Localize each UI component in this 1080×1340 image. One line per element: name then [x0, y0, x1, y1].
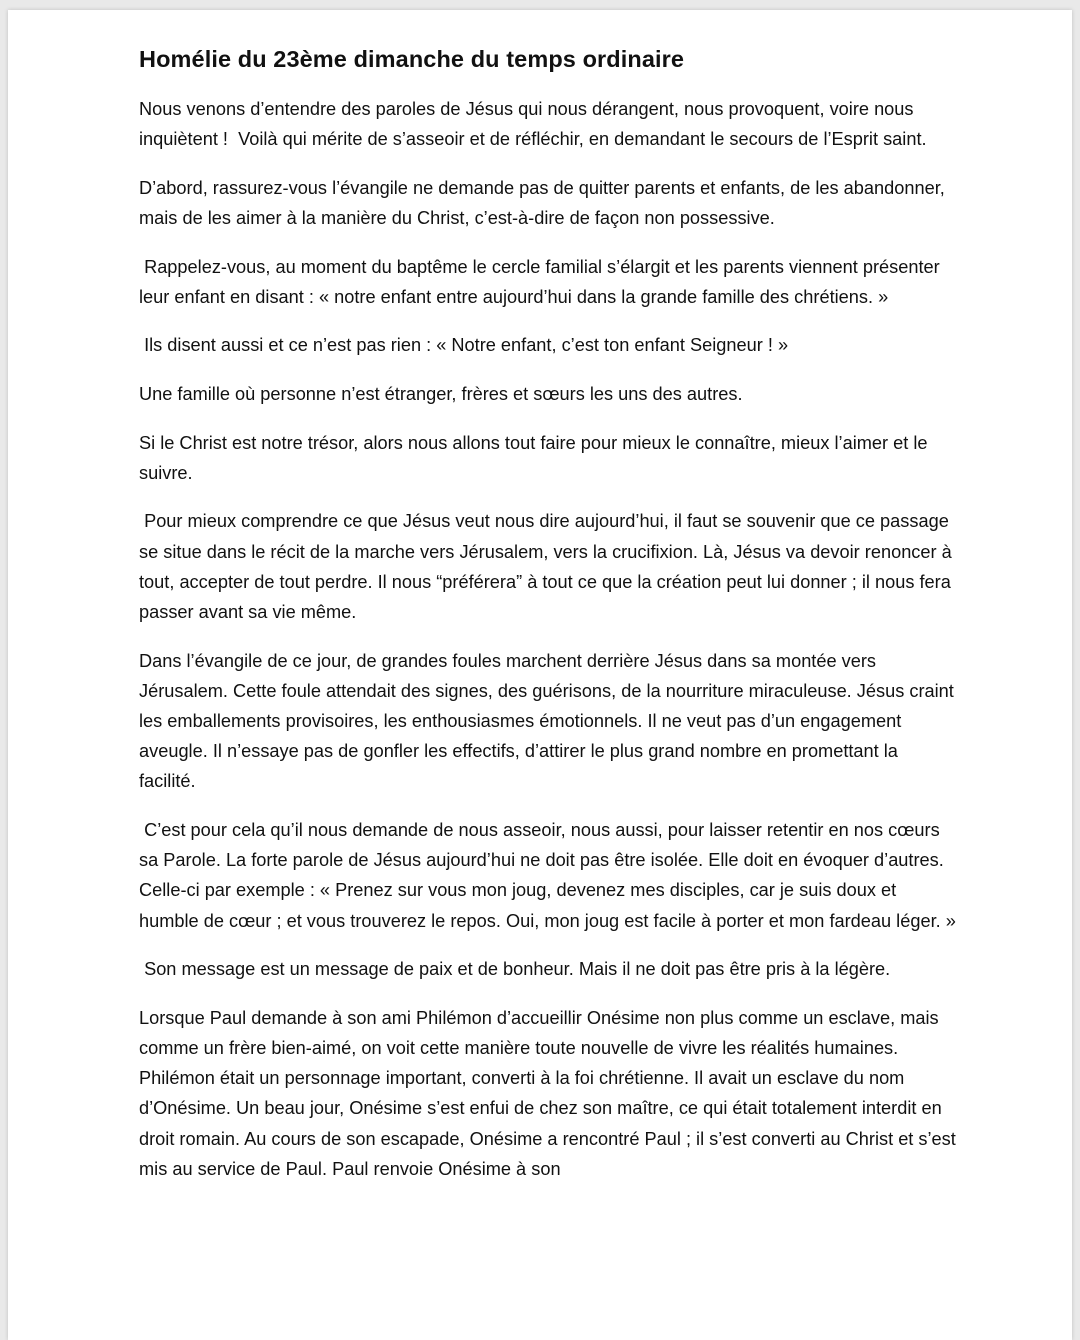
paragraph: Une famille où personne n’est étranger, frères et sœurs les uns des autres. — [139, 383, 743, 404]
paragraph: C’est pour cela qu’il nous demande de nous asseoir, nous aussi, pour laisser retentir en nos cœurs sa Parole. La forte parole de Jésus aujourd’hui ne doit pas être isolée. Elle doit en évoquer d’autres. Celle-ci par exemple : « Prenez sur vous mon joug, devenez mes disciples, car je suis doux et humble de cœur ; et vous trouverez le repos. Oui, mon joug est facile à porter et mon fardeau léger. » — [139, 819, 956, 931]
paragraph: Nous venons d’entendre des paroles de Jésus qui nous dérangent, nous provoquent, voire nous inquiètent ! Voilà qui mérite de s’asseoir et de réfléchir, en demandant le secours de l’Esprit saint. — [139, 99, 927, 150]
document-body — [139, 44, 959, 1202]
paragraph: Dans l’évangile de ce jour, de grandes foules marchent derrière Jésus dans sa montée vers Jérusalem. Cette foule attendait des signes, des guérisons, de la nourriture miraculeuse. Jésus craint les emballements provisoires, les enthousiasmes émotionnels. Il ne veut pas d’un engagement aveugle. Il n’essaye pas de gonfler les effectifs, d’attirer le plus grand nombre en promettant la facilité. — [139, 650, 959, 792]
paragraph: Ils disent aussi et ce n’est pas rien : « Notre enfant, c’est ton enfant Seigneur ! » — [139, 335, 789, 356]
paragraph: Pour mieux comprendre ce que Jésus veut nous dire aujourd’hui, il faut se souvenir que ce passage se situe dans le récit de la marche vers Jérusalem, vers la crucifixion. Là, Jésus va devoir renoncer à tout, accepter de tout perdre. Il nous “préférera” à tout ce que la création peut lui donner ; il nous fera passer avant sa vie même. — [139, 511, 957, 622]
document-title: Homélie du 23ème dimanche du temps ordinaire — [139, 46, 685, 72]
paragraph: Lorsque Paul demande à son ami Philémon d’accueillir Onésime non plus comme un esclave, mais comme un frère bien-aimé, on voit cette manière toute nouvelle de vivre les réalités humaines. Philémon était un personnage important, converti à la foi chrétienne. Il avait un esclave du nom d’Onésime. Un beau jour, Onésime s’est enfui de chez son maître, ce qui était totalement interdit en droit romain. Au cours de son escapade, Onésime a rencontré Paul ; il s’est converti au Christ et s’est mis au service de Paul. Paul renvoie Onésime à son — [139, 1007, 961, 1179]
paragraph: Rappelez-vous, au moment du baptême le cercle familial s’élargit et les parents viennent présenter leur enfant en disant : « notre enfant entre aujourd’hui dans la grande famille des chrétiens. » — [139, 256, 945, 307]
document-page — [8, 10, 1072, 1340]
paragraph: Son message est un message de paix et de bonheur. Mais il ne doit pas être pris à la légère. — [139, 959, 891, 980]
paragraph: Si le Christ est notre trésor, alors nous allons tout faire pour mieux le connaître, mieux l’aimer et le suivre. — [139, 432, 933, 483]
paragraph: D’abord, rassurez-vous l’évangile ne demande pas de quitter parents et enfants, de les abandonner, mais de les aimer à la manière du Christ, c’est-à-dire de façon non possessive. — [139, 177, 950, 228]
